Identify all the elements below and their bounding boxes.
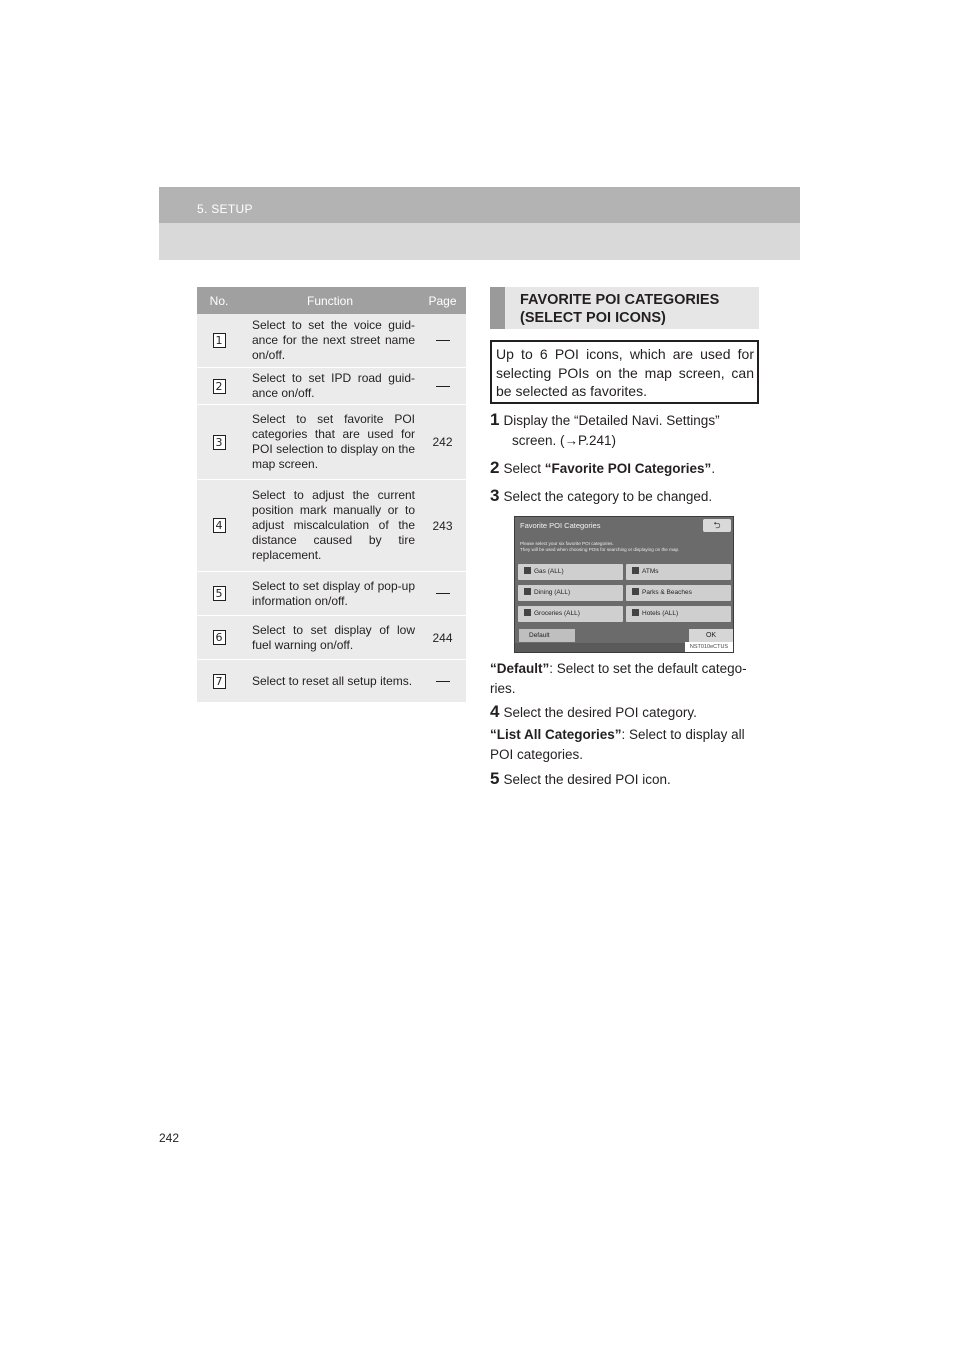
note-text: : Select to display all POI categories. (490, 727, 745, 762)
step-number: 3 (490, 486, 500, 505)
row-number-box: 1 (213, 333, 226, 348)
screen-description: Please select your six favorite POI categories. They will be used when choosing POIs for searching or displaying on the map. (520, 541, 680, 552)
step-text: Select the desired POI category. (503, 705, 697, 720)
default-button: Default (519, 629, 575, 642)
table-header (197, 287, 466, 314)
step-number: 5 (490, 769, 500, 788)
row-number-box: 4 (213, 518, 226, 533)
table-row (197, 314, 466, 368)
header-no: No. (209, 293, 229, 308)
list-all-note (490, 725, 760, 765)
note-text: : Select to set the default catego-ries. (490, 661, 747, 696)
row-page-dash (419, 572, 466, 615)
screen-title: Favorite POI Categories (520, 521, 601, 530)
section-heading (490, 287, 759, 329)
category-button: Groceries (ALL) (518, 606, 623, 622)
heading-line-1: FAVORITE POI CATEGORIES (520, 292, 720, 308)
header-page: Page (428, 293, 457, 308)
step-1-cont (512, 431, 616, 451)
step-number: 1 (490, 410, 500, 429)
step-text: Display the “Detailed Navi. Settings” (503, 413, 720, 428)
row-page: 244 (432, 630, 453, 645)
step-5 (490, 769, 671, 790)
step-text: . (711, 461, 716, 476)
row-page: 242 (432, 435, 453, 449)
function-table (197, 287, 466, 703)
page-number: 242 (159, 1131, 180, 1145)
step-4 (490, 702, 697, 723)
step-text: Select the category to be changed. (503, 489, 713, 504)
default-note (490, 659, 760, 699)
row-function: Select to set IPD road guid-ance on/off. (252, 371, 415, 400)
table-row (197, 368, 466, 405)
row-function: Select to adjust the current position mark manually or to adjust miscalculation of the distance caused by tire replacement. (252, 488, 415, 562)
row-function: Select to set the voice guid-ance for the next street name on/off. (252, 318, 415, 362)
note-term: “List All Categories” (490, 727, 622, 742)
back-icon: ⮌ (703, 519, 731, 532)
heading-line-2: (SELECT POI ICONS) (520, 310, 666, 326)
table-row (197, 572, 466, 616)
ok-button: OK (689, 629, 733, 642)
screen-body (515, 517, 734, 643)
row-number-box: 2 (213, 379, 226, 394)
header-band (159, 187, 800, 260)
info-box: Up to 6 POI icons, which are used for selecting POIs on the map screen, can be selected as favorites. (490, 340, 759, 404)
category-button: Parks & Beaches (626, 585, 731, 601)
row-page-dash (419, 368, 466, 404)
step-2 (490, 458, 715, 479)
step-text: Select the desired POI icon. (503, 772, 671, 787)
row-page-dash (419, 314, 466, 367)
row-number-box: 6 (213, 630, 226, 645)
step-text-bold: “Favorite POI Categories” (544, 461, 712, 476)
category-button: Hotels (ALL) (626, 606, 731, 622)
step-number: 4 (490, 702, 500, 721)
category-button: Dining (ALL) (518, 585, 623, 601)
table-row (197, 616, 466, 660)
image-code: NST010eCTUS (685, 642, 733, 652)
header-top-bar (159, 187, 800, 223)
park-icon (632, 588, 639, 595)
row-function: Select to set display of low fuel warning on/off. (252, 622, 415, 652)
step-3 (490, 486, 712, 507)
step-text: Select (503, 461, 545, 476)
category-button: Gas (ALL) (518, 564, 623, 580)
groceries-icon (524, 609, 531, 616)
table-row (197, 405, 466, 480)
step-text: screen. (→P.241) (512, 433, 617, 448)
header-function: Function (306, 293, 354, 308)
row-page: 243 (432, 518, 453, 533)
hotel-icon (632, 609, 639, 616)
row-number-box: 3 (213, 435, 226, 450)
step-number: 2 (490, 458, 500, 477)
row-function: Select to reset all setup items. (252, 673, 413, 688)
atm-icon (632, 567, 639, 574)
section-heading-text (520, 291, 719, 327)
step-1 (490, 410, 760, 431)
row-page-dash (419, 660, 466, 702)
section-label: 5. SETUP (197, 202, 253, 216)
gas-icon (524, 567, 531, 574)
dining-icon (524, 588, 531, 595)
row-number-box: 7 (213, 674, 226, 689)
row-number-box: 5 (213, 586, 226, 601)
category-button: ATMs (626, 564, 731, 580)
table-row (197, 660, 466, 703)
table-row (197, 480, 466, 572)
row-function: Select to set favorite POI categories that are used for POI selection to display on the map screen. (252, 412, 415, 471)
section-heading-bar (490, 287, 505, 329)
row-function: Select to set display of pop-up information on/off. (252, 578, 415, 608)
note-term: “Default” (490, 661, 550, 676)
poi-screen-image (514, 516, 734, 653)
